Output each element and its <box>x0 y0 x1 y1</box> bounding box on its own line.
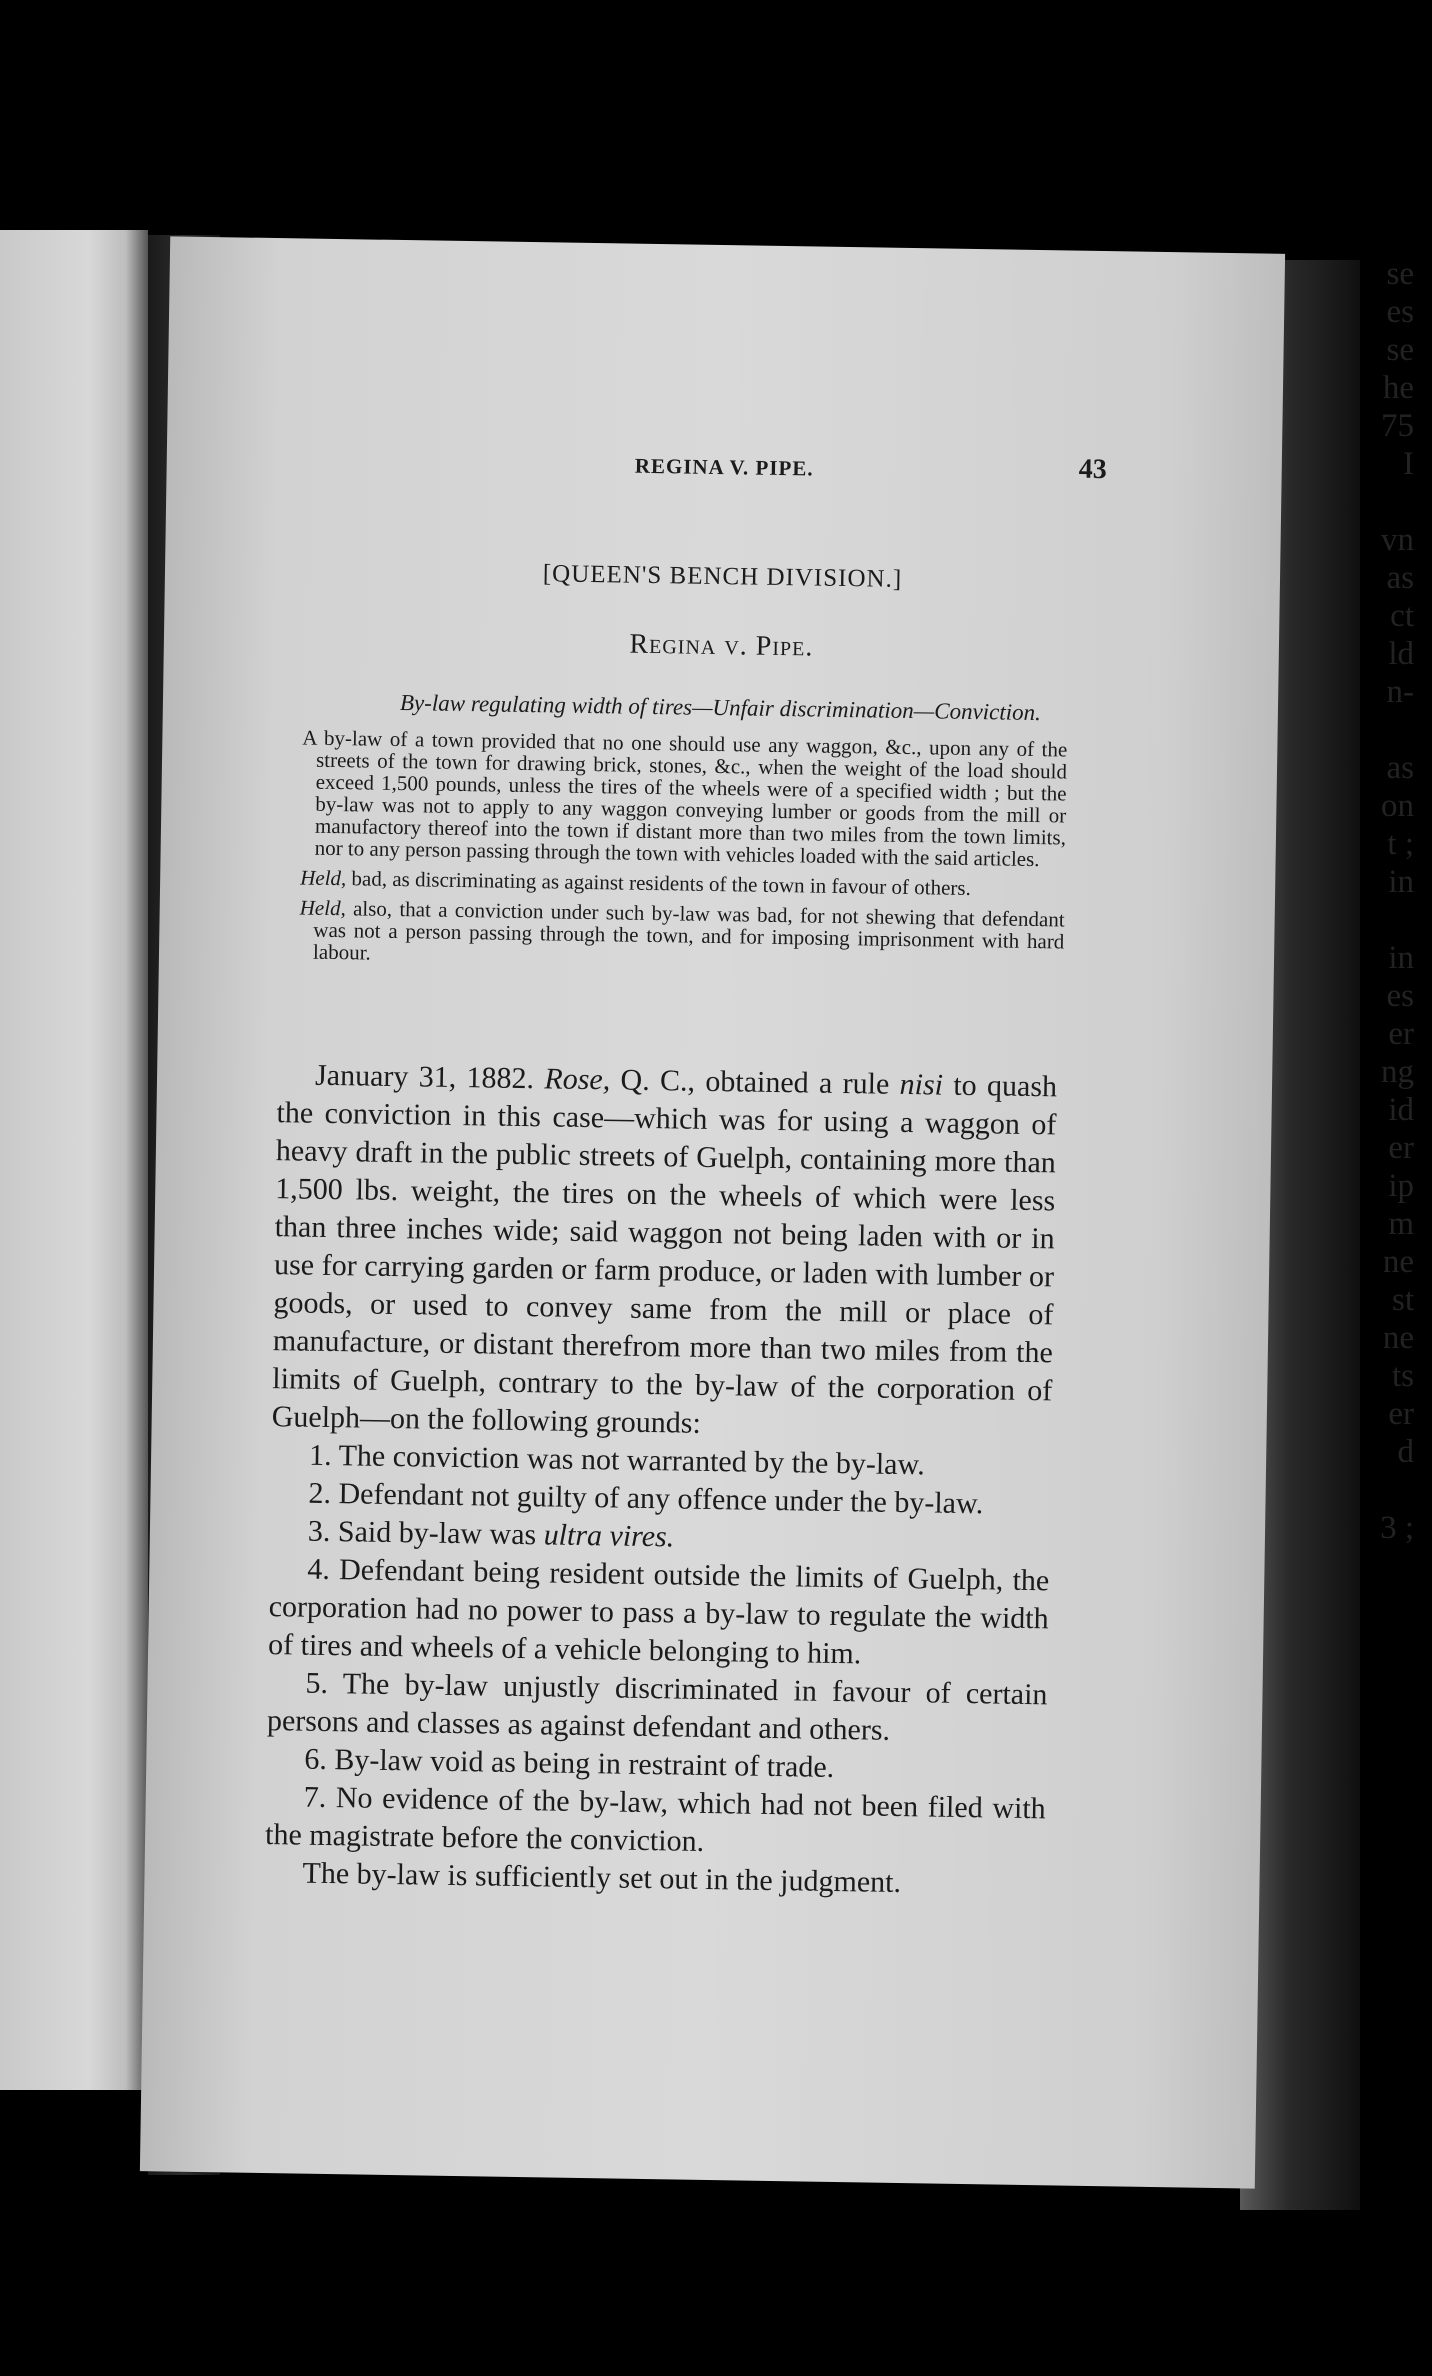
left-fragment: er <box>1388 1130 1414 1166</box>
left-fragment <box>1380 1471 1414 1509</box>
ground-6: 6. By-law void as being in restraint of trade. <box>304 1742 835 1784</box>
ultra-vires: ultra vires. <box>543 1518 675 1554</box>
left-fragment: er <box>1388 1016 1414 1052</box>
case-title: Regina v. Pipe. <box>629 628 814 663</box>
intro-text: Q. C., obtained a rule <box>609 1063 900 1101</box>
left-fragment <box>1380 711 1414 749</box>
left-fragment: m <box>1388 1206 1414 1242</box>
counsel-name: Rose, <box>544 1062 611 1097</box>
left-fragment: as <box>1386 750 1414 786</box>
intro-date: January 31, 1882. <box>314 1058 535 1096</box>
left-fragment: he <box>1382 370 1414 406</box>
closing-sentence: The by-law is sufficiently set out in the judgment. <box>302 1856 902 1900</box>
held-label: Held, <box>299 895 347 921</box>
left-fragment: I <box>1403 446 1414 482</box>
left-fragment: ts <box>1391 1358 1414 1394</box>
left-fragment: er <box>1388 1396 1414 1432</box>
left-fragment: ip <box>1388 1168 1414 1204</box>
ground-3-text: 3. Said by-law was <box>307 1514 544 1552</box>
left-fragment: n- <box>1386 674 1414 710</box>
ground-4: 4. Defendant being resident outside the limits of Guelph, the corporation had no power to pass a by-law to regulate the width of tires and wheels of a vehicle belonging to him. <box>267 1552 1050 1671</box>
ground-2: 2. Defendant not guilty of any offence under the by-law. <box>308 1476 984 1521</box>
court-division: [QUEEN'S BENCH DIVISION.] <box>542 560 903 593</box>
intro-rest: to quash the conviction in this case—which was for using a waggon of heavy draft in the public streets of Guelph, containing more than 1,500 lbs. weight, the tires on the wheels of which were less than three inches wide; said waggon not being laden with or in use for carrying garden or farm produce, or laden with lumber or goods, or used to convey same from the mill or place of manufacture, or distant therefrom more than two miles from the limits of Guelph, contrary to the by-law of the corporation of Guelph—on the following grounds: <box>271 1068 1058 1440</box>
held-text: bad, as discriminating as against residents of the town in favour of others. <box>346 866 972 901</box>
nisi-word: nisi <box>899 1067 944 1102</box>
adjacent-page <box>0 230 148 2090</box>
adjacent-page-text-fragments <box>1380 255 1414 1547</box>
left-fragment: 3 ; <box>1380 1510 1414 1546</box>
left-fragment: d <box>1397 1434 1414 1470</box>
page-number: 43 <box>1078 453 1107 486</box>
left-fragment: vn <box>1381 522 1414 558</box>
headnote: By-law regulating width of tires—Unfair discrimination—Conviction. <box>399 690 1042 726</box>
left-fragment: ct <box>1390 598 1414 634</box>
left-fragment: ng <box>1381 1054 1414 1090</box>
left-fragment: t ; <box>1387 826 1414 862</box>
left-fragment: se <box>1386 256 1414 292</box>
left-fragment: on <box>1381 788 1414 824</box>
left-fragment: in <box>1388 940 1414 976</box>
book-page <box>140 236 1285 2188</box>
ground-7: 7. No evidence of the by-law, which had not been filed with the magistrate before the conviction. <box>264 1780 1046 1858</box>
ground-1: 1. The conviction was not warranted by the by-law. <box>308 1438 925 1482</box>
left-fragment: ne <box>1382 1244 1414 1280</box>
left-fragment: ne <box>1382 1320 1414 1356</box>
running-head: REGINA V. PIPE. <box>634 453 814 481</box>
held-text: also, that a conviction under such by-law was bad, for not shewing that defendant was not a person passing through the town, and for imposing imprisonment with hard labour. <box>312 896 1065 965</box>
left-fragment: ld <box>1388 636 1414 672</box>
left-fragment: 75 <box>1381 408 1414 444</box>
held-paragraph-2 <box>299 896 1065 974</box>
left-fragment <box>1380 483 1414 521</box>
ground-5: 5. The by-law unjustly discriminated in favour of certain persons and classes as against defendant and others. <box>266 1666 1048 1747</box>
intro-paragraph <box>271 1056 1057 1448</box>
left-fragment: st <box>1391 1282 1414 1318</box>
left-fragment: se <box>1386 332 1414 368</box>
summary-paragraph: A by-law of a town provided that no one should use any waggon, &c., upon any of the streets of the town for drawing brick, stones, &c., when the weight of the load should exceed 1,500 pounds, unless the tires of the wheels were of a specified width ; but the by-law was not to apply to any waggon conveying lumber or goods from the mill or manufactory thereof into the town if distant more than two miles from the town limits, nor to any person passing through the town with vehicles loaded with the said articles. <box>302 725 1068 872</box>
left-fragment: id <box>1388 1092 1414 1128</box>
left-fragment: es <box>1386 978 1414 1014</box>
held-paragraph-1 <box>300 866 1065 900</box>
left-fragment: es <box>1386 294 1414 330</box>
case-summary <box>299 727 1068 983</box>
judgment-body <box>264 1056 1057 1904</box>
left-fragment: in <box>1388 864 1414 900</box>
left-fragment <box>1380 901 1414 939</box>
held-label: Held, <box>300 865 347 891</box>
left-fragment: as <box>1386 560 1414 596</box>
